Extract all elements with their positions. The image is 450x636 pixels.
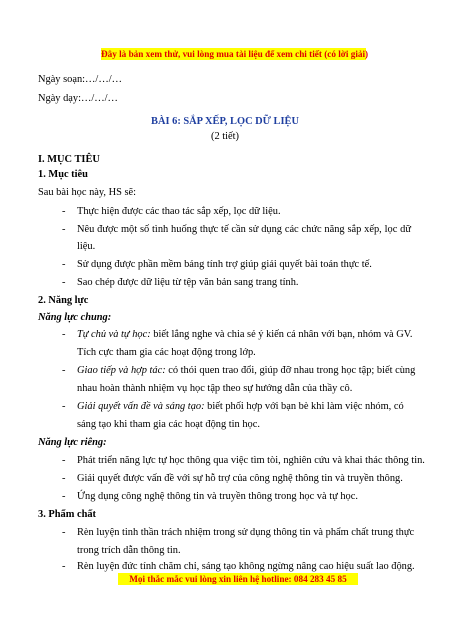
general-item-label: Giải quyết vấn đề và sáng tạo: [77, 401, 205, 412]
bullet-dash: - [62, 561, 66, 572]
hotline-footer: Mọi thắc mắc vui lòng xin liên hệ hotline: 084 283 45 85 [118, 573, 358, 585]
specific-item: Ứng dụng công nghệ thông tin và truyền thông trong học và tự học. [77, 491, 358, 502]
subheading-goals: 1. Mục tiêu [38, 169, 88, 180]
bullet-dash: - [62, 527, 66, 538]
general-item-cont: nhau hoàn thành nhiệm vụ học tập theo sự hướng dẫn của thầy cô. [77, 383, 353, 394]
subheading-competencies: 2. Năng lực [38, 295, 89, 306]
general-item [77, 400, 404, 413]
bullet-dash: - [62, 329, 66, 340]
specific-item: Giải quyết được vấn đề với sự hỗ trợ của công nghệ thông tin và truyền thông. [77, 473, 403, 484]
quality-item: Rèn luyện đức tính chăm chỉ, sáng tạo không ngừng nâng cao hiệu suất lao động. [77, 561, 415, 572]
bullet-dash: - [62, 224, 66, 235]
general-competency-heading: Năng lực chung: [38, 312, 112, 323]
specific-competency-heading: Năng lực riêng: [38, 437, 107, 448]
lesson-title: BÀI 6: SẮP XẾP, LỌC DỮ LIỆU [151, 116, 299, 127]
quality-item-cont: trong trích dẫn thông tin. [77, 545, 181, 556]
bullet-dash: - [62, 491, 66, 502]
objective-item: Nêu được một số tình huống thực tế cần sử dụng các chức năng sắp xếp, lọc dữ [77, 224, 411, 235]
bullet-dash: - [62, 401, 66, 412]
subheading-qualities: 3. Phẩm chất [38, 509, 97, 520]
general-item-cont: Tích cực tham gia các hoạt động trong lớp. [77, 347, 256, 358]
bullet-dash: - [62, 365, 66, 376]
bullet-dash: - [62, 473, 66, 484]
general-item-cont: sáng tạo khi tham gia các hoạt động tin học. [77, 419, 260, 430]
bullet-dash: - [62, 259, 66, 270]
specific-item: Phát triển năng lực tự học thông qua việc tìm tòi, nghiên cứu và khai thác thông tin. [77, 455, 425, 466]
date-taught: Ngày dạy:…/…/… [38, 93, 118, 104]
general-item [77, 364, 415, 377]
quality-item: Rèn luyện tinh thần trách nhiệm trong sử dụng thông tin và phẩm chất trung thực [77, 527, 415, 538]
general-item-label: Tự chủ và tự học: [77, 329, 151, 340]
general-item-label: Giao tiếp và hợp tác: [77, 365, 166, 376]
objective-item: Sử dụng được phần mềm bảng tính trợ giúp giải quyết bài toán thực tế. [77, 259, 372, 270]
intro-text: Sau bài học này, HS sẽ: [38, 187, 137, 198]
bullet-dash: - [62, 206, 66, 217]
general-item-text: có thói quen trao đổi, giúp đỡ nhau trong học tập; biết cùng [165, 365, 416, 376]
preview-banner: Đây là bản xem thử, vui lòng mua tài liệu để xem chi tiết (có lời giải) [101, 49, 369, 59]
general-item [77, 328, 413, 341]
bullet-dash: - [62, 455, 66, 466]
general-item-text: biết lắng nghe và chia sẻ ý kiến cá nhân với bạn, nhóm và GV. [150, 329, 413, 340]
date-prepared: Ngày soạn:…/…/… [38, 74, 122, 85]
bullet-dash: - [62, 277, 66, 288]
lesson-duration: (2 tiết) [211, 131, 239, 142]
general-item-text: biết phối hợp với bạn bè khi làm việc nhóm, có [204, 401, 404, 412]
section-heading-objectives: I. MỤC TIÊU [38, 154, 100, 165]
objective-item-cont: liệu. [77, 241, 96, 252]
objective-item: Thực hiện được các thao tác sắp xếp, lọc dữ liệu. [77, 206, 281, 217]
objective-item: Sao chép được dữ liệu từ tệp văn bản sang trang tính. [77, 277, 299, 288]
